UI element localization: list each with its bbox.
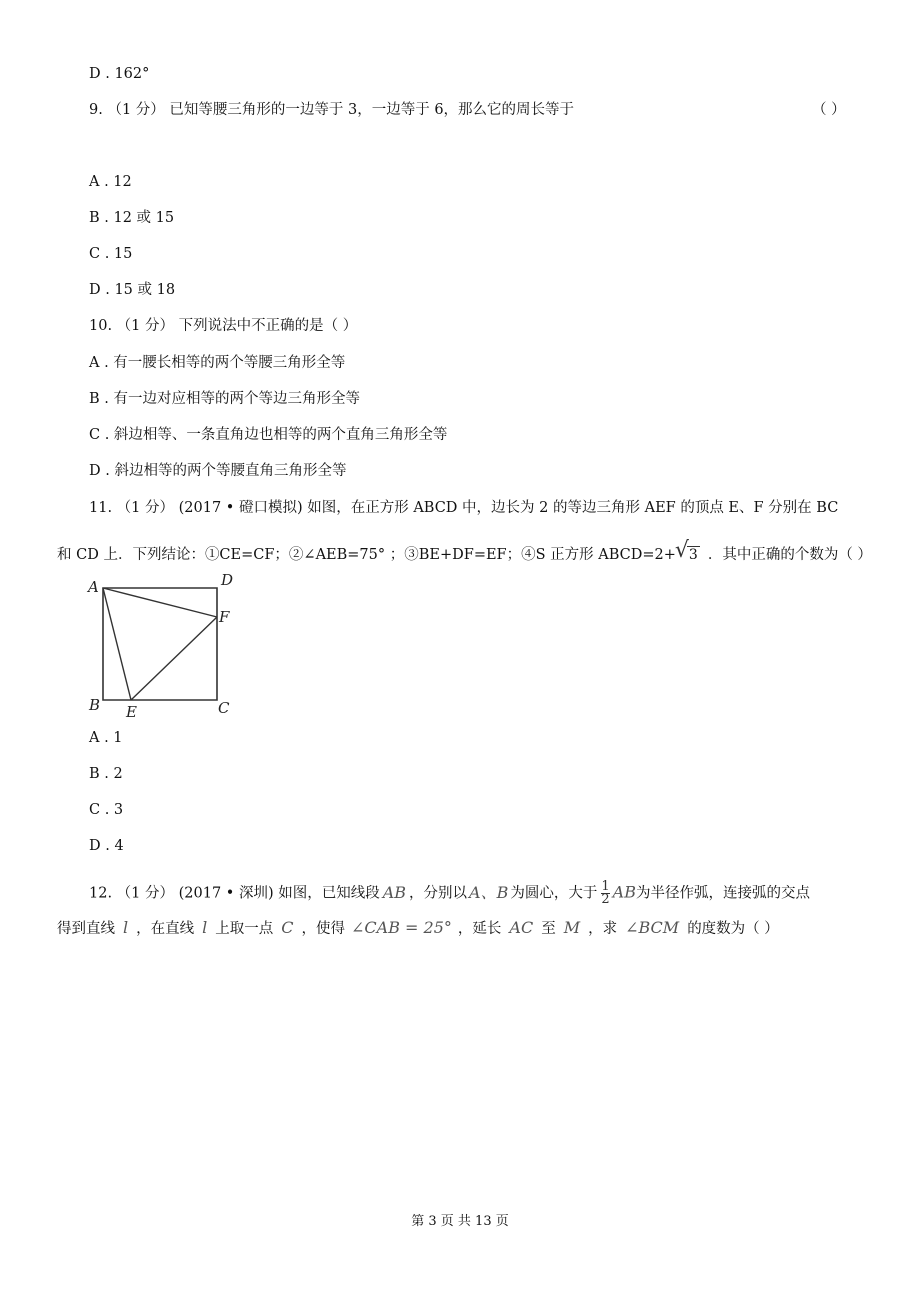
label-f: F — [219, 608, 230, 626]
angle-bcm: ∠BCM — [625, 918, 680, 937]
point-m: M — [563, 918, 581, 937]
q12-stem-line1 — [89, 881, 810, 906]
q10-option-d: D . 斜边相等的两个等腰直角三角形全等 — [89, 463, 347, 479]
q11-stem-line2-b: ．其中正确的个数为（ ） — [707, 547, 872, 563]
q11-option-c: C . 3 — [89, 802, 124, 818]
q9-option-b: B . 12 或 15 — [89, 210, 175, 226]
q11-stem-line2-a: 和 CD 上．下列结论：①CE=CF；②∠AEB=75° ；③BE+DF=EF；④S 正方形 ABCD=2+ — [57, 547, 676, 563]
q11-option-b: B . 2 — [89, 766, 123, 782]
q10-stem: 10. （1 分） 下列说法中不正确的是（ ） — [89, 318, 358, 334]
q9-option-c: C . 15 — [89, 246, 133, 262]
points-a-b: A、B — [469, 882, 509, 902]
square-abcd — [103, 588, 217, 700]
label-e: E — [126, 703, 137, 720]
q9-option-a: A . 12 — [89, 174, 132, 190]
q9-answer-paren: （ ） — [812, 102, 846, 118]
q10-option-a: A . 有一腰长相等的两个等腰三角形全等 — [89, 355, 346, 371]
q12-text-2g: ，求 — [588, 921, 618, 937]
segment-ae — [103, 588, 131, 700]
q12-text-2b: ，在直线 — [136, 921, 195, 937]
q12-text-1b: ，分别以 — [409, 885, 468, 902]
q12-text-2e: ，延长 — [457, 921, 502, 937]
q12-text-2f: 至 — [541, 921, 556, 937]
q12-text-1c: 为圆心，大于 — [510, 885, 598, 902]
line-l-2: l — [202, 918, 208, 937]
q12-text-2a: 得到直线 — [57, 921, 115, 937]
q10-option-c: C . 斜边相等、一条直角边也相等的两个直角三角形全等 — [89, 427, 448, 443]
q12-text-1a: 12. （1 分） (2017 • 深圳) 如图，已知线段 — [89, 885, 380, 902]
angle-cab: ∠CAB = 25° — [351, 918, 452, 937]
page-footer: 第 3 页 共 13 页 — [411, 1214, 509, 1229]
q9-stem: 9. （1 分） 已知等腰三角形的一边等于 3，一边等于 6，那么它的周长等于 — [89, 102, 575, 118]
q11-option-d: D . 4 — [89, 838, 124, 854]
segment-ab: AB — [382, 882, 407, 902]
q8-option-d: D . 162° — [89, 66, 150, 82]
label-a: A — [88, 578, 99, 596]
segment-af — [103, 588, 217, 617]
q12-text-2h: 的度数为（ ） — [687, 921, 779, 937]
label-c: C — [218, 699, 230, 717]
q11-square-figure — [84, 570, 244, 720]
label-d: D — [221, 571, 234, 589]
sqrt-three: √ 3 — [676, 545, 700, 565]
q10-option-b: B . 有一边对应相等的两个等边三角形全等 — [89, 391, 360, 407]
one-half-fraction: $\frac{1}{2}$ — [601, 879, 610, 907]
q12-stem-line2 — [57, 918, 779, 939]
frac-ab: AB — [612, 882, 636, 902]
segment-ac: AC — [509, 918, 534, 937]
q12-text-2d: ，使得 — [301, 921, 345, 937]
q12-text-2c: 上取一点 — [215, 921, 274, 937]
q11-option-a: A . 1 — [89, 730, 123, 746]
q11-stem-line2 — [57, 545, 872, 565]
segment-ef — [131, 617, 217, 700]
q12-text-1d: 为半径作弧，连接弧的交点 — [635, 885, 810, 902]
point-c: C — [281, 918, 294, 937]
label-b: B — [89, 696, 101, 714]
q9-option-d: D . 15 或 18 — [89, 282, 176, 298]
q11-stem-line1: 11. （1 分） (2017 • 磴口模拟) 如图，在正方形 ABCD 中，边长为 2 的等边三角形 AEF 的顶点 E、F 分别在 BC — [89, 500, 839, 516]
line-l: l — [123, 918, 129, 937]
